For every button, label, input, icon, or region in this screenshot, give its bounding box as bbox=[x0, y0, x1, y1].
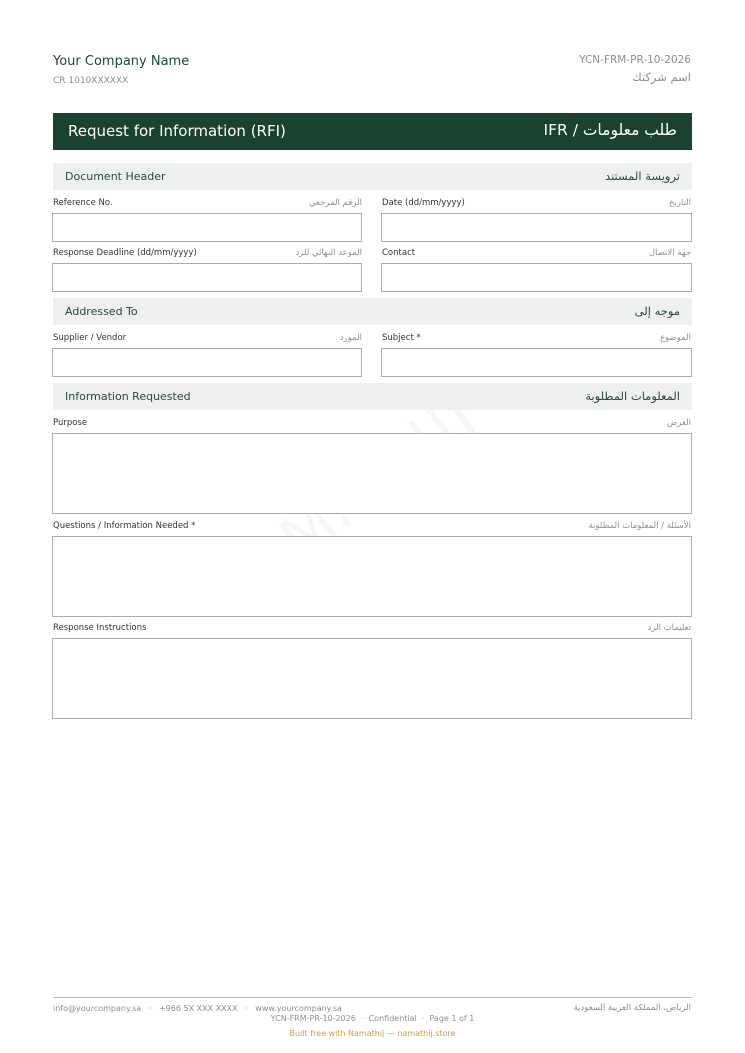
response-deadline-label-arabic: الموعد النهائي للرد bbox=[295, 248, 362, 258]
footer-location-arabic: الرياض، المملكة العربية السعودية bbox=[573, 1003, 691, 1013]
footer-contact-info: info@yourcompany.sa · +966 5X XXX XXXX · www.yourcompany.sa bbox=[53, 1004, 342, 1013]
section-title-arabic: ترويسة المستند bbox=[605, 169, 680, 183]
questions-label: Questions / Information Needed * bbox=[53, 521, 196, 531]
form-title-bar bbox=[53, 113, 692, 150]
contact-label-arabic: جهة الاتصال bbox=[648, 248, 691, 258]
questions-textarea[interactable] bbox=[52, 536, 692, 617]
response-instructions-textarea[interactable] bbox=[52, 638, 692, 719]
supplier-field[interactable] bbox=[52, 348, 362, 377]
company-name-arabic: اسم شركتك bbox=[632, 70, 691, 84]
section-title-english: Document Header bbox=[65, 170, 166, 183]
footer-document-meta: YCN-FRM-PR-10-2026 · Confidential · Page 1 of 1 bbox=[270, 1014, 475, 1023]
purpose-textarea[interactable] bbox=[52, 433, 692, 514]
contact-field[interactable] bbox=[381, 263, 692, 292]
reference-no-field[interactable] bbox=[52, 213, 362, 242]
questions-label-arabic: الأسئلة / المعلومات المطلوبة bbox=[588, 521, 691, 531]
form-title-arabic: طلب معلومات / IFR bbox=[543, 121, 677, 139]
subject-label-arabic: الموضوع bbox=[660, 333, 691, 343]
footer-divider bbox=[53, 997, 692, 998]
date-field[interactable] bbox=[381, 213, 692, 242]
date-label: Date (dd/mm/yyyy) bbox=[382, 198, 465, 208]
section-title-arabic: موجه إلى bbox=[634, 304, 680, 318]
date-label-arabic: التاريخ bbox=[668, 198, 691, 208]
response-instructions-label-arabic: تعليمات الرد bbox=[647, 623, 691, 633]
reference-no-label-arabic: الرقم المرجعي bbox=[308, 198, 362, 208]
form-title-english: Request for Information (RFI) bbox=[68, 122, 286, 140]
section-addressed-to bbox=[53, 298, 692, 325]
purpose-label: Purpose bbox=[53, 418, 88, 428]
section-title-english: Addressed To bbox=[65, 305, 138, 318]
supplier-label: Supplier / Vendor bbox=[53, 333, 127, 343]
subject-label: Subject * bbox=[382, 333, 421, 343]
section-title-arabic: المعلومات المطلوبة bbox=[585, 389, 680, 403]
response-instructions-label: Response Instructions bbox=[53, 623, 147, 633]
response-deadline-field[interactable] bbox=[52, 263, 362, 292]
company-name: Your Company Name bbox=[53, 54, 190, 69]
company-cr-number: CR 1010XXXXXX bbox=[53, 76, 129, 86]
contact-label: Contact bbox=[382, 248, 416, 258]
response-deadline-label: Response Deadline (dd/mm/yyyy) bbox=[53, 248, 197, 258]
section-document-header bbox=[53, 163, 692, 190]
section-information-requested bbox=[53, 383, 692, 410]
reference-no-label: Reference No. bbox=[53, 198, 113, 208]
subject-field[interactable] bbox=[381, 348, 692, 377]
purpose-label-arabic: الغرض bbox=[666, 418, 691, 428]
section-title-english: Information Requested bbox=[65, 390, 191, 403]
document-code: YCN-FRM-PR-10-2026 bbox=[579, 54, 691, 66]
footer-built-with-link[interactable]: Built free with Namathij — namathij.store bbox=[289, 1029, 456, 1038]
supplier-label-arabic: المورد bbox=[339, 333, 362, 343]
